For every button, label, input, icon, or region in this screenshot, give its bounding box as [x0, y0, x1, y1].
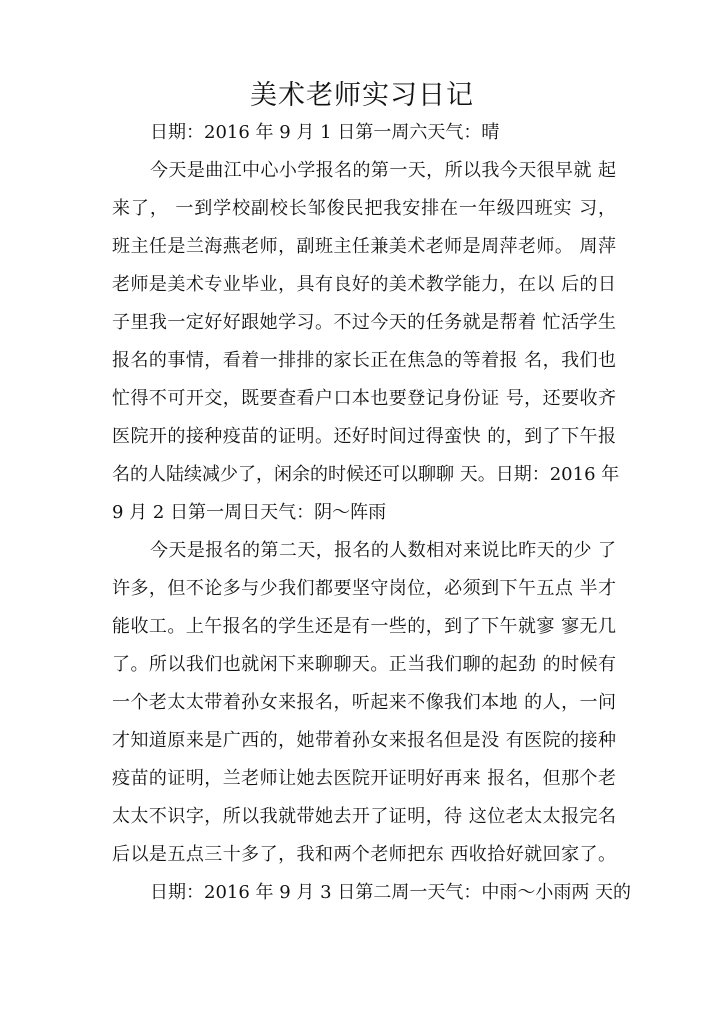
paragraph-line: 太太不识字，所以我就带她去开了证明，待 这位老太太报完名 — [112, 806, 616, 827]
paragraph-line: 许多，但不论多与少我们都要坚守岗位，必须到下午五点 半才 — [112, 578, 616, 599]
paragraph-line: 子里我一定好好跟她学习。不过今天的任务就是帮着 忙活学生 — [112, 312, 616, 333]
paragraph-line: 了。所以我们也就闲下来聊聊天。正当我们聊的起劲 的时候有 — [112, 654, 616, 675]
paragraph-line: 才知道原来是广西的，她带着孙女来报名但是没 有医院的接种 — [112, 730, 616, 751]
paragraph-line: 今天是报名的第二天，报名的人数相对来说比昨天的少 了 — [150, 540, 616, 561]
paragraph-line: 今天是曲江中心小学报名的第一天，所以我今天很早就 起 — [150, 160, 616, 181]
paragraph-line: 疫苗的证明，兰老师让她去医院开证明好再来 报名，但那个老 — [112, 768, 616, 789]
date-line: 日期：2016 年 9 月 3 日第二周一天气：中雨〜小雨两 天的 — [150, 882, 632, 903]
paragraph-line: 班主任是兰海燕老师，副班主任兼美术老师是周萍老师。 周萍 — [112, 236, 616, 257]
date-line: 日期：2016 年 9 月 1 日第一周六天气：晴 — [150, 122, 500, 143]
paragraph-line: 医院开的接种疫苗的证明。还好时间过得蛮快 的，到了下午报 — [112, 426, 616, 447]
page-title: 美术老师实习日记 — [250, 80, 474, 111]
paragraph-line: 一个老太太带着孙女来报名，听起来不像我们本地 的人，一问 — [112, 692, 616, 713]
paragraph-line: 老师是美术专业毕业，具有良好的美术教学能力，在以 后的日 — [112, 274, 616, 295]
paragraph-line: 来了， 一到学校副校长邹俊民把我安排在一年级四班实 习， — [112, 198, 616, 219]
paragraph-line: 名的人陆续减少了，闲余的时候还可以聊聊 天。日期：2016 年 — [112, 464, 620, 485]
paragraph-line: 忙得不可开交，既要查看户口本也要登记身份证 号，还要收齐 — [112, 388, 616, 409]
paragraph-line: 报名的事情，看着一排排的家长正在焦急的等着报 名，我们也 — [112, 350, 616, 371]
date-line: 9 月 2 日第一周日天气：阴～阵雨 — [112, 502, 387, 523]
paragraph-line: 能收工。上午报名的学生还是有一些的，到了下午就寥 寥无几 — [112, 616, 616, 637]
paragraph-line: 后以是五点三十多了，我和两个老师把东 西收拾好就回家了。 — [112, 844, 616, 865]
